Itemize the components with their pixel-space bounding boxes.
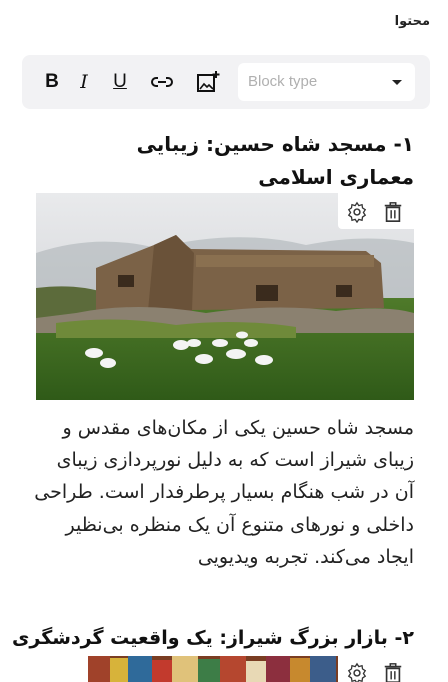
content-image-bazaar[interactable] (88, 656, 414, 682)
image-tools (338, 656, 414, 682)
gear-icon[interactable] (346, 662, 368, 682)
editor-toolbar (22, 55, 430, 109)
heading-mosque[interactable]: ۱- مسجد شاه حسین: زیبایی معماری اسلامی (136, 132, 414, 189)
add-image-icon (196, 69, 220, 95)
link-icon (150, 69, 174, 95)
italic-button[interactable]: I (80, 71, 88, 93)
gear-icon[interactable] (346, 201, 368, 223)
underline-button[interactable]: U (113, 71, 127, 92)
add-image-button[interactable] (196, 69, 220, 95)
section-label: محتوا (394, 14, 430, 29)
trash-icon[interactable] (382, 662, 404, 682)
paragraph-mosque[interactable]: مسجد شاه حسین یکی از مکان‌های مقدس و زیبای شیراز است که به دلیل نورپردازی زیبای آن در شب هنگام بسیار پرطرفدار است. طراحی داخلی و نورهای متنوع آن یک منظره بی‌نظیر ایجاد می‌کند. تجربه ویدیویی (34, 417, 414, 568)
block-type-select[interactable] (238, 63, 415, 101)
content-image-mosque[interactable] (36, 193, 414, 400)
heading-bazaar[interactable]: ۲- بازار بزرگ شیراز: یک واقعیت گردشگری (11, 627, 414, 649)
image-tools (338, 193, 414, 229)
chevron-down-icon (391, 79, 403, 87)
link-button[interactable] (150, 69, 174, 95)
bold-button[interactable]: B (45, 71, 59, 92)
block-type-placeholder: Block type (248, 73, 318, 90)
trash-icon[interactable] (382, 201, 404, 223)
